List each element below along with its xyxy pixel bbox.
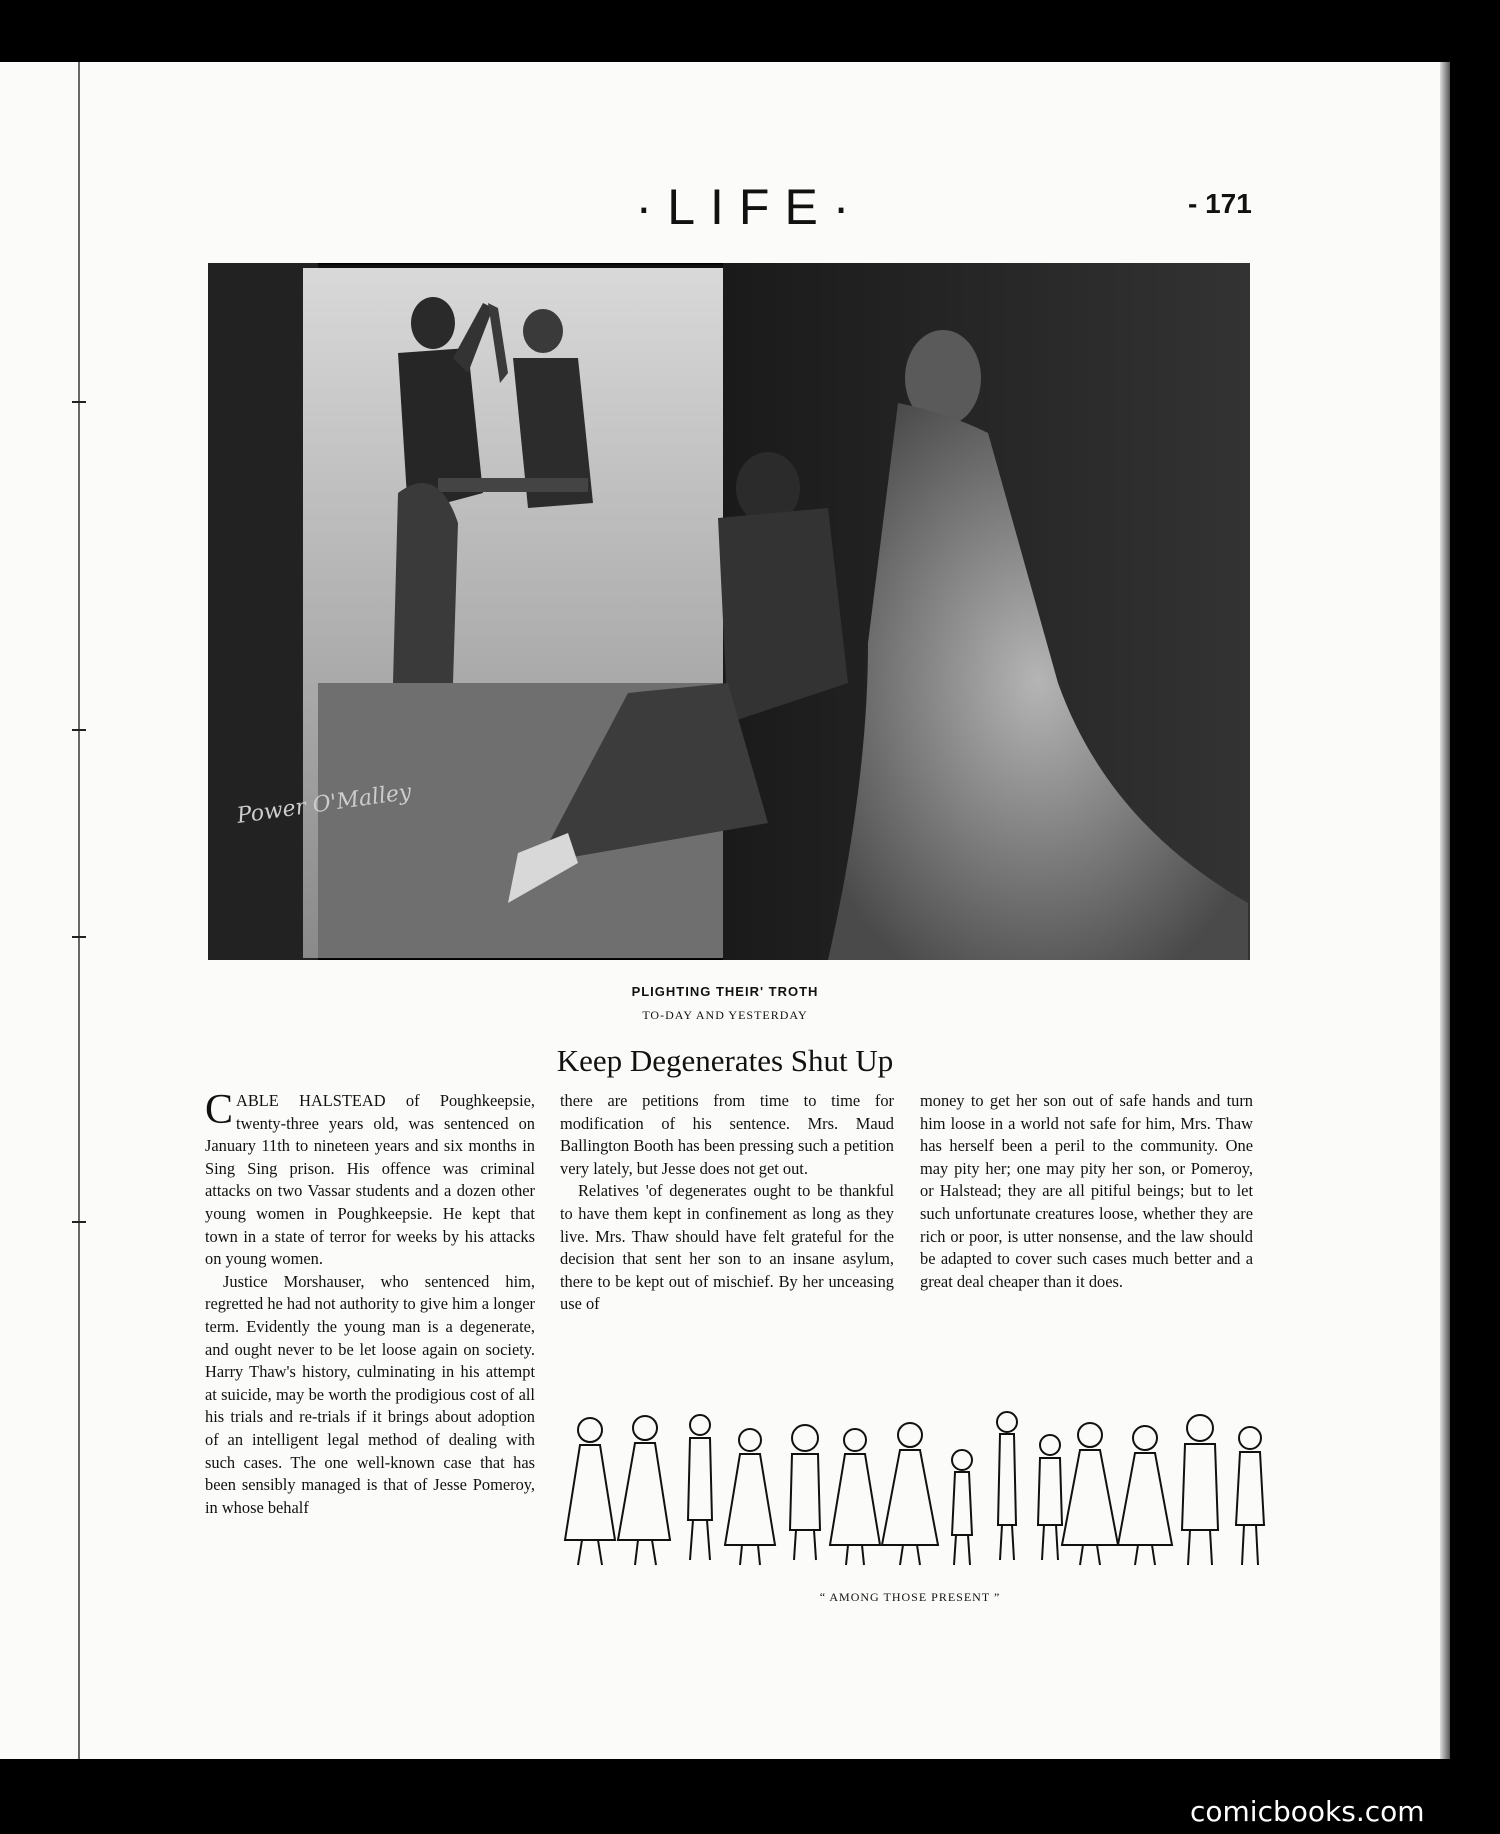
cartoon-figure: [882, 1423, 938, 1565]
cartoon-figure: [1062, 1423, 1118, 1565]
article-paragraph: Justice Morshauser, who sentenced him, regretted he had not authority to give him a longer term. Evidently the young man is a degenerate, and ought never to be let loose again on society. Harry Thaw's history, culminating in his attempt at suicide, may be worth the prodigious cost of all his trials and re-trials if it brings about adoption of an intelligent legal method of dealing with such cases. The one well-known case that has been sensibly managed is that of Jesse Pomeroy, in whose behalf: [205, 1271, 535, 1517]
curtain-left: [208, 263, 318, 960]
cartoon-figure: [1038, 1435, 1062, 1560]
page-number-value: 171: [1205, 188, 1252, 219]
main-illustration: [208, 263, 1250, 960]
article-paragraph: money to get her son out of safe hands and turn him loose in a world not safe for him, Mrs. Thaw has herself been a peril to the community. One may pity her; one may pity her son, or Pomeroy, or Halstead; they are all pitiful beings; but to let such unfortunate creatures loose, whether they are rich or poor, is utter nonsense, and the law should be adapted to cover such cases much better and a great deal cheaper than it does.: [920, 1091, 1253, 1291]
cartoon-figure: [952, 1450, 972, 1565]
article-column-1: [205, 1087, 535, 1519]
crowd-cartoon: [560, 1410, 1270, 1570]
article-paragraph: Relatives 'of degenerates ought to be thankful to have them kept in confinement as long as they live. Mrs. Thaw should have felt grateful for the decision that sent her son to an insane asylum, there to be kept out of mischief. By her unceasing use of: [560, 1181, 894, 1314]
page-number: - 171: [1188, 188, 1252, 219]
cartoon-figure: [830, 1429, 880, 1565]
cartoon-figure: [790, 1425, 820, 1560]
article-lead-name: ABLE HALSTEAD: [236, 1091, 386, 1110]
article-paragraph: of Poughkeepsie, twenty-three years old, was sentenced on January 11th to nineteen years and six months in Sing Sing prison. His offence was criminal attacks on two Vassar students and a dozen other young women in Poughkeepsie. He kept that town in a state of terror for weeks by his attacks on young women.: [205, 1091, 535, 1269]
illustration-caption-title: PLIGHTING THEIR' TROTH: [631, 984, 819, 999]
article-headline: Keep Degenerates Shut Up: [556, 1043, 894, 1078]
article-paragraph: there are petitions from time to time for modification of his sentence. Mrs. Maud Ballington Booth has been pressing such a petition very lately, but Jesse does not get out.: [560, 1091, 894, 1178]
cartoon-figure: [997, 1412, 1017, 1560]
cartoon-figure: [1236, 1427, 1264, 1565]
cartoon-figure: [565, 1418, 615, 1565]
magazine-masthead: ·LIFE·: [635, 179, 865, 235]
drop-cap: C: [205, 1087, 234, 1133]
cartoon-figure: [618, 1416, 670, 1565]
site-watermark: comicbooks.com: [1190, 1795, 1425, 1828]
artist-signature: Power O'Malley: [235, 779, 413, 829]
cartoon-caption: “ AMONG THOSE PRESENT ”: [819, 1590, 1001, 1604]
chair: [393, 483, 458, 683]
cartoon-figure: [725, 1429, 775, 1565]
article-column-3: [920, 1090, 1253, 1293]
article-column-2: [560, 1090, 894, 1316]
cartoon-figure: [1118, 1426, 1172, 1565]
binding-stitches: [70, 62, 88, 1759]
cartoon-figure: [688, 1415, 712, 1560]
illustration-caption-subtitle: TO-DAY AND YESTERDAY: [642, 1008, 808, 1022]
page-edge-shadow: [1440, 62, 1450, 1759]
cartoon-figure: [1182, 1415, 1218, 1565]
